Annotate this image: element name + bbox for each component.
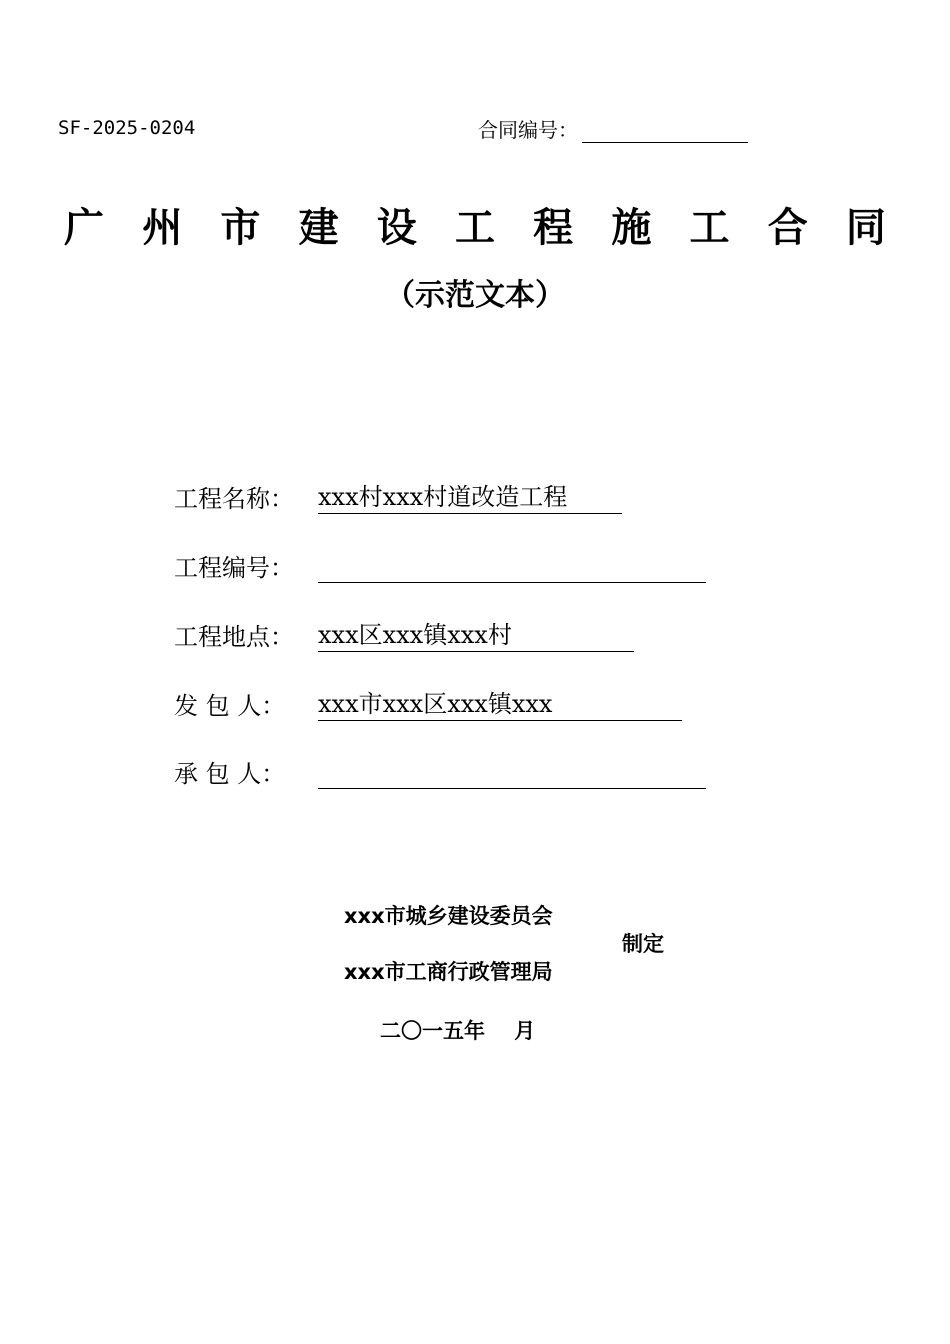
document-code: SF-2025-0204 (58, 117, 196, 139)
title-char: 工 (454, 205, 495, 251)
project-name-value[interactable]: xxx村xxx村道改造工程 (318, 481, 622, 514)
field-label: 工程地点： (174, 623, 294, 651)
issuer-line-2: xxx市工商行政管理局 (344, 960, 553, 984)
title-char: 施 (611, 205, 652, 251)
field-project-number (174, 547, 706, 583)
issuer-line-1: xxx市城乡建设委员会 (344, 904, 553, 928)
title-char: 同 (845, 205, 886, 251)
field-label: 工程名称： (174, 485, 294, 513)
field-contractor (174, 753, 706, 789)
document-title (64, 196, 886, 252)
title-char: 工 (689, 205, 730, 251)
field-label: 工程编号： (174, 554, 294, 582)
title-char: 州 (142, 205, 183, 251)
title-char: 程 (533, 205, 574, 251)
contract-number-blank[interactable] (582, 118, 748, 143)
title-char: 广 (64, 205, 104, 251)
field-employer (174, 685, 682, 721)
title-char: 合 (767, 205, 808, 251)
field-project-location (174, 616, 634, 652)
contractor-value[interactable] (318, 756, 706, 789)
field-label: 发 包 人： (174, 692, 286, 720)
title-char: 建 (298, 205, 339, 251)
field-label: 承 包 人： (174, 760, 286, 788)
project-location-value[interactable]: xxx区xxx镇xxx村 (318, 619, 634, 652)
field-project-name (174, 478, 622, 514)
contract-number (478, 114, 748, 143)
title-char: 设 (376, 205, 417, 251)
issuer-suffix: 制定 (622, 932, 664, 956)
employer-value[interactable]: xxx市xxx区xxx镇xxx (318, 688, 682, 721)
title-char: 市 (220, 205, 261, 251)
issue-date: 二〇一五年 月 (380, 1019, 536, 1043)
document-subtitle: （示范文本） (385, 278, 565, 313)
contract-number-label: 合同编号： (478, 118, 578, 142)
project-number-value[interactable] (318, 550, 706, 583)
